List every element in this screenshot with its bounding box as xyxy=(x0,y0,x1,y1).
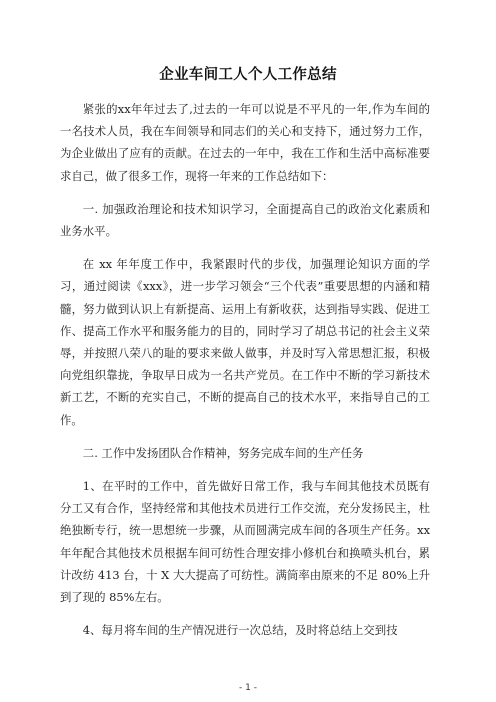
paragraph-item-1: 1、在平时的工作中，首先做好日常工作，我与车间其他技术员既有分工又有合作，坚持经常和其他技术员进行工作交流，充分发扬民主，杜绝独断专行，统一思想统一步骤，从而圆满完成车间的各项生产任务。xx 年年配合其他技术员根据车间可纺性合理安排小修机台和换喷头机台，累计改纺 413 台，十 X 大大提高了可纺性。满筒率由原来的不足 80%上升到了现的 85%左右。 xyxy=(60,479,430,605)
page-number: - 1 - xyxy=(239,683,257,693)
paragraph-intro: 紧张的xx年年过去了,过去的一年可以说是不平凡的一年,作为车间的一名技术人员，我在车间领导和同志们的关心和支持下，通过努力工作，为企业做出了应有的贡献。在过去的一年中，我在工作和生活中高标准要求自己，做了很多工作，现将一年来的工作总结如下： xyxy=(60,102,430,183)
document-body xyxy=(60,98,430,652)
document-title: 企业车间工人个人工作总结 xyxy=(159,67,337,83)
paragraph-section-1-heading: 一. 加强政治理论和技术知识学习，全面提高自己的政治文化素质和业务水平。 xyxy=(60,201,430,239)
paragraph-item-4: 4、每月将车间的生产情况进行一次总结，及时将总结上交到技 xyxy=(82,623,398,638)
paragraph-section-1-body: 在 xx 年年度工作中，我紧跟时代的步伐，加强理论知识方面的学习，通过阅读《xxx》，进一步学习领会“三个代表”重要思想的内涵和精髓，努力做到认识上有新提高、运用上有新收获，达到指导实践、促进工作、提高工作水平和服务能力的目的，同时学习了胡总书记的社会主义荣辱，并按照八荣八的耻的要求来做人做事，并及时写入常思想汇报，积极向党组织靠拢，争取早日成为一名共产党员。在工作中不断的学习新技术新工艺，不断的充实自己，不断的提高自己的技术水平，来指导自己的工作。 xyxy=(60,257,430,427)
paragraph-section-2-heading: 二. 工作中发扬团队合作精神，努务完成车间的生产任务 xyxy=(82,445,364,460)
